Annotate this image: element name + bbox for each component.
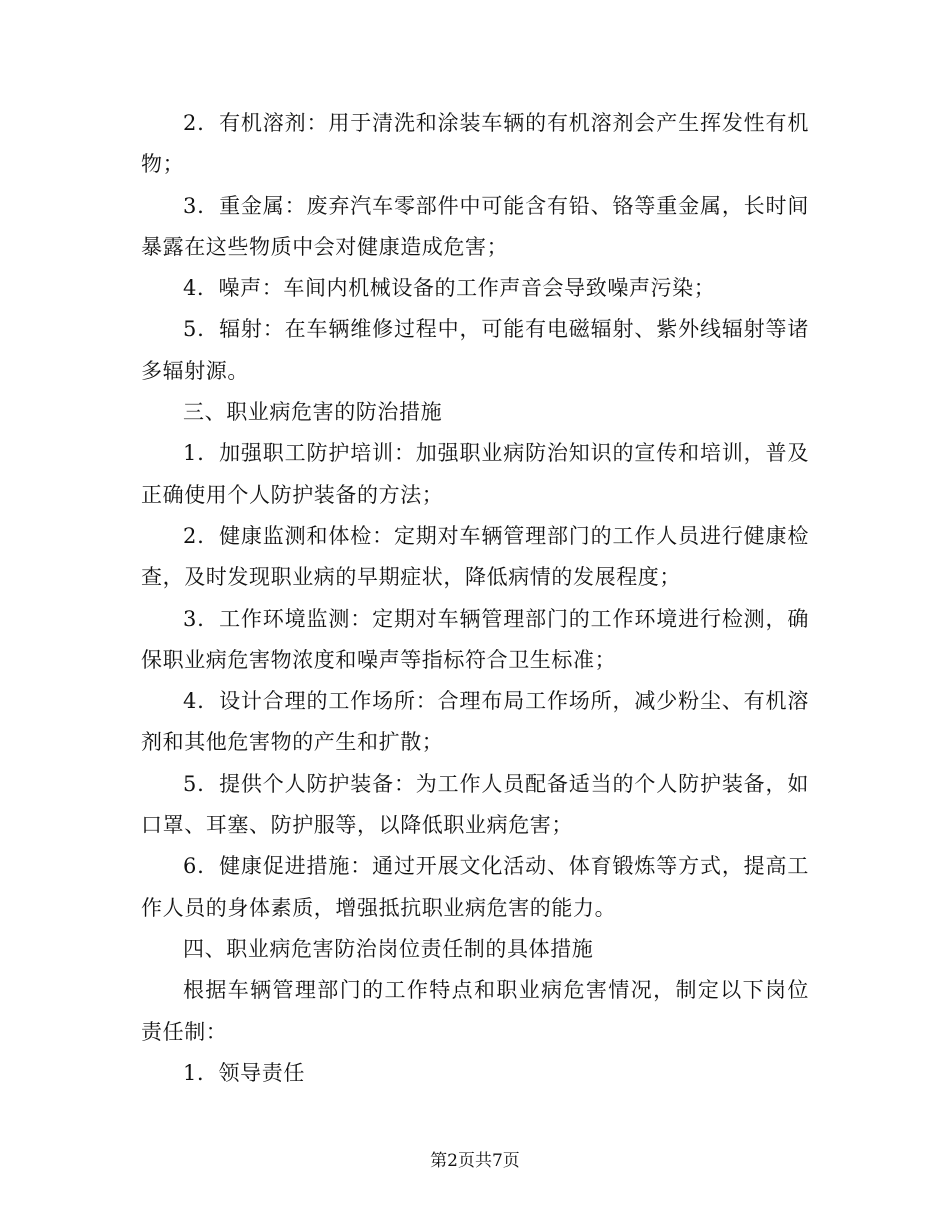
page-number-footer: 第2页共7页 xyxy=(430,1151,520,1171)
section-heading-prevention-measures: 三、职业病危害的防治措施 xyxy=(183,400,443,425)
paragraph-leadership-responsibility: 1．领导责任 xyxy=(183,1060,305,1085)
section-heading-responsibility-system: 四、职业病危害防治岗位责任制的具体措施 xyxy=(183,936,594,961)
paragraph-environment-monitoring: 3．工作环境监测：定期对车辆管理部门的工作环境进行检测，确保职业病危害物浓度和噪声等指标符合卫生标准； xyxy=(141,606,809,672)
paragraph-health-checkup: 2．健康监测和体检：定期对车辆管理部门的工作人员进行健康检查，及时发现职业病的早期症状，降低病情的发展程度； xyxy=(141,523,809,590)
paragraph-training: 1．加强职工防护培训：加强职业病防治知识的宣传和培训，普及正确使用个人防护装备的方法； xyxy=(141,441,809,507)
paragraph-responsibility-intro: 根据车辆管理部门的工作特点和职业病危害情况，制定以下岗位责任制： xyxy=(141,978,809,1044)
paragraph-heavy-metals: 3．重金属：废弃汽车零部件中可能含有铅、铬等重金属，长时间暴露在这些物质中会对健康造成危害； xyxy=(141,193,809,259)
paragraph-noise: 4．噪声：车间内机械设备的工作声音会导致噪声污染； xyxy=(183,276,716,301)
paragraph-organic-solvents: 2．有机溶剂：用于清洗和涂装车辆的有机溶剂会产生挥发性有机物； xyxy=(141,111,809,177)
paragraph-health-promotion: 6．健康促进措施：通过开展文化活动、体育锻炼等方式，提高工作人员的身体素质，增强抵抗职业病危害的能力。 xyxy=(141,854,809,920)
document-body xyxy=(141,103,809,1094)
paragraph-protective-equipment: 5．提供个人防护装备：为工作人员配备适当的个人防护装备，如口罩、耳塞、防护服等，以降低职业病危害； xyxy=(141,771,809,838)
paragraph-workplace-design: 4．设计合理的工作场所：合理布局工作场所，减少粉尘、有机溶剂和其他危害物的产生和扩散； xyxy=(141,689,809,755)
paragraph-radiation: 5．辐射：在车辆维修过程中，可能有电磁辐射、紫外线辐射等诸多辐射源。 xyxy=(141,317,809,383)
